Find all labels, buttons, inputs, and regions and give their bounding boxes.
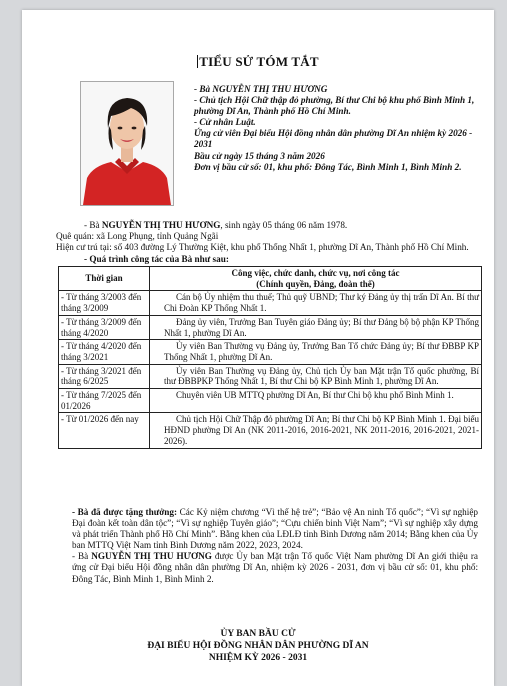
desc-cell: Ủy viên Ban Thường vụ Đảng ủy, Trưởng Ban Tổ chức Đảng ủy; Bí thư ĐBBP KP Thống Nhất 1, phường Dĩ An.	[150, 340, 482, 364]
time-cell: - Từ tháng 7/2025 đến 01/2026	[59, 389, 150, 413]
intro-position: - Chủ tịch Hội Chữ thập đỏ phường, Bí thư Chi bộ khu phố Bình Minh 1, phường Dĩ An, Thành phố Hồ Chí Minh.	[194, 95, 475, 117]
birth-line: - Bà NGUYỄN THỊ THU HƯƠNG, sinh ngày 05 tháng 06 năm 1978.	[84, 220, 348, 230]
career-table	[58, 266, 482, 449]
career-heading: - Quá trình công tác của Bà như sau:	[84, 253, 229, 264]
desc-cell: Đảng ủy viên, Trưởng Ban Tuyên giáo Đảng ủy; Bí thư Đảng bộ bộ phận KP Thống Nhất 1, phường Dĩ An.	[150, 315, 482, 339]
signature-block	[22, 628, 494, 664]
desc-cell: Ủy viên Ban Thường vụ Đảng ủy, Chủ tịch Ủy ban Mặt trận Tổ quốc phường, Bí thư ĐBBPKP Thống Nhất 1, Bí thư Chi bộ KP Bình Minh 1, phường Dĩ An.	[150, 364, 482, 388]
intro-constituency: Đơn vị bầu cử số: 01, khu phố: Đông Tác, Bình Minh 1, Bình Minh 2.	[194, 161, 462, 172]
portrait-illustration	[81, 82, 173, 205]
awards-section	[56, 507, 478, 585]
time-cell: - Từ tháng 3/2021 đến tháng 6/2025	[59, 364, 150, 388]
awards-paragraph: - Bà đã được tặng thưởng: Các Kỷ niệm chương “Vì thế hệ trẻ”; “Bảo vệ An ninh Tổ quốc”; “Vì sự nghiệp Đại đoàn kết toàn dân tộc”; “Vì sự nghiệp Tuyên giáo”; “Cựu chiến binh Việt Nam”; “Vì sự nghiệp xây dựng và phát triển Thành phố Hồ Chí Minh”. Bằng khen của LĐLĐ tỉnh Bình Dương năm 2014; Bằng khen của Ủy ban MTTQ Việt Nam tỉnh Bình Dương năm 2022, 2023, 2024.	[72, 507, 478, 551]
time-cell: - Từ tháng 3/2009 đến tháng 4/2020	[59, 315, 150, 339]
committee-line: ỦY BAN BẦU CỬ	[220, 629, 296, 639]
desc-cell: Chủ tịch Hội Chữ Thập đỏ phường Dĩ An; Bí thư Chi bộ KP Bình Minh 1. Đại biểu HĐND phường Dĩ An (NK 2011-2016, 2016-2021, NK 2011-2016, 2016-2021, 2021-2026).	[150, 413, 482, 448]
time-cell: - Từ tháng 3/2003 đến tháng 3/2009	[59, 291, 150, 315]
document-title: TIỂU SỬ TÓM TẮT	[199, 54, 319, 69]
residence-line: Hiện cư trú tại: số 403 đường Lý Thường Kiệt, khu phố Thống Nhất 1, phường Dĩ An, Thành phố Hồ Chí Minh.	[56, 242, 469, 253]
intro-degree: - Cử nhân Luật.	[194, 117, 256, 128]
document-page	[22, 10, 494, 686]
intro-name: - Bà NGUYỄN THỊ THU HƯƠNG	[194, 84, 328, 94]
desc-cell: Chuyên viên UB MTTQ phường Dĩ An, Bí thư Chi bộ khu phố Bình Minh 1.	[150, 389, 482, 413]
table-row	[59, 291, 482, 315]
time-column-header: Thời gian	[59, 267, 150, 291]
intro-candidacy: Ứng cử viên Đại biểu Hội đồng nhân dân phường Dĩ An nhiệm kỳ 2026 - 2031	[194, 128, 473, 150]
table-row	[59, 413, 482, 448]
council-line: ĐẠI BIỂU HỘI ĐỒNG NHÂN DÂN PHƯỜNG DĨ AN	[147, 641, 369, 651]
nomination-paragraph: - Bà NGUYỄN THỊ THU HƯƠNG được Ủy ban Mặt trận Tổ quốc Việt Nam phường Dĩ An giới thiệu ra ứng cử Đại biểu Hội đồng nhân dân phường Dĩ An, nhiệm kỳ 2026 - 2031, đơn vị bầu cử số: 01, khu phố: Đông Tác, Bình Minh 1, Bình Minh 2.	[72, 551, 478, 584]
desc-cell: Cán bộ Ủy nhiệm thu thuế; Thủ quỹ UBND; Thư ký Đảng ủy thị trấn Dĩ An. Bí thư Chi Đoàn KP Thống Nhất 1.	[150, 291, 482, 315]
candidate-summary	[194, 84, 482, 173]
table-row	[59, 389, 482, 413]
term-line: NHIỆM KỲ 2026 - 2031	[208, 653, 308, 663]
table-row	[59, 364, 482, 388]
personal-info	[56, 220, 476, 265]
table-row	[59, 340, 482, 364]
intro-election-date: Bầu cử ngày 15 tháng 3 năm 2026	[194, 150, 325, 161]
time-cell: - Từ 01/2026 đến nay	[59, 413, 150, 448]
portrait-photo	[80, 81, 174, 206]
table-row	[59, 315, 482, 339]
time-cell: - Từ tháng 4/2020 đến tháng 3/2021	[59, 340, 150, 364]
job-column-header: Công việc, chức danh, chức vụ, nơi công tác (Chính quyền, Đảng, đoàn thể)	[150, 267, 482, 291]
table-header-row	[59, 267, 482, 291]
hometown-line: Quê quán: xã Long Phụng, tỉnh Quảng Ngãi	[56, 231, 219, 242]
